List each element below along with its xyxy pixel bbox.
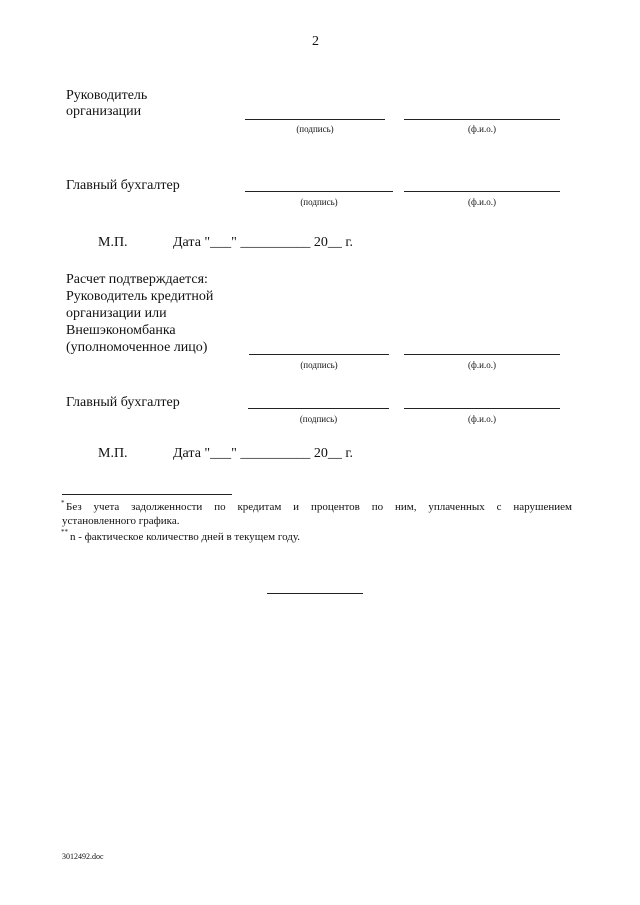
- footnote-1-line1: Без учета задолженности по кредитам и процентов по ним, уплаченных с нарушением: [66, 501, 572, 513]
- bank-organization-label: организации или: [66, 306, 167, 321]
- stamp-place-label-2: М.П.: [98, 446, 128, 461]
- footnote-marker-2: **: [61, 528, 68, 536]
- bank-head-label: Руководитель кредитной: [66, 289, 214, 304]
- accountant-name-line: [404, 191, 560, 192]
- footnote-separator: [62, 494, 232, 495]
- date-line: Дата "___" __________ 20__ г.: [173, 235, 353, 250]
- stamp-place-label: М.П.: [98, 235, 128, 250]
- bank-accountant-name-line: [404, 408, 560, 409]
- accountant-signature-line: [245, 191, 393, 192]
- footnote-marker-1: *: [61, 499, 65, 507]
- vnesheconombank-label: Внешэкономбанка: [66, 323, 176, 338]
- accountant-name-caption: (ф.и.о.): [468, 197, 496, 207]
- bank-accountant-name-caption: (ф.и.о.): [468, 414, 496, 424]
- confirmation-label: Расчет подтверждается:: [66, 272, 208, 287]
- head-of-organization-label-line1: Руководитель: [66, 88, 148, 103]
- head-signature-caption: (подпись): [296, 124, 334, 134]
- head-signature-line: [245, 119, 385, 120]
- page-number: 2: [312, 34, 319, 49]
- footnote-2-text: n - фактическое количество дней в текущем году.: [70, 531, 301, 543]
- bank-chief-accountant-label: Главный бухгалтер: [66, 395, 180, 410]
- authorized-person-label: (уполномоченное лицо): [66, 340, 208, 355]
- chief-accountant-label: Главный бухгалтер: [66, 178, 180, 193]
- head-of-organization-label-line2: организации: [66, 104, 142, 119]
- footnote-1-text: [66, 501, 572, 514]
- head-name-caption: (ф.и.о.): [468, 124, 496, 134]
- footnote-1-line2: установленного графика.: [62, 515, 180, 527]
- bank-name-line: [404, 354, 560, 355]
- bank-signature-line: [249, 354, 389, 355]
- date-line-2: Дата "___" __________ 20__ г.: [173, 446, 353, 461]
- bank-accountant-signature-caption: (подпись): [299, 414, 338, 424]
- file-name: 3012492.doc: [62, 852, 104, 861]
- end-of-document-rule: [267, 593, 363, 594]
- bank-name-caption: (ф.и.о.): [468, 360, 496, 370]
- accountant-signature-caption: (подпись): [300, 197, 338, 207]
- bank-accountant-signature-line: [248, 408, 389, 409]
- head-name-line: [404, 119, 560, 120]
- bank-signature-caption: (подпись): [300, 360, 338, 370]
